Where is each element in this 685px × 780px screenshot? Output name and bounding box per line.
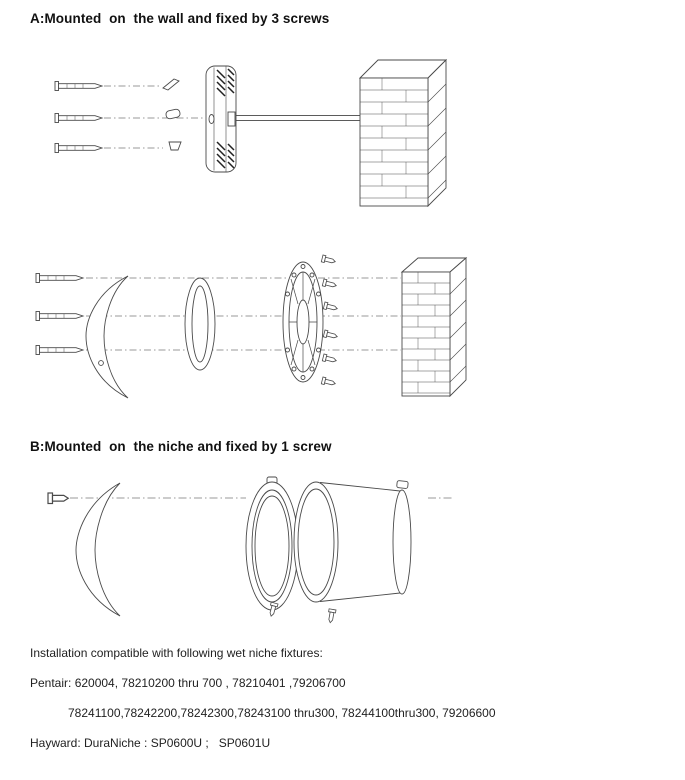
section-a-heading: A:Mounted on the wall and fixed by 3 screws [30,11,330,26]
ring-screw-icon [321,255,338,387]
diagram-a1-wall-mount-side [0,52,685,248]
guide-lines [86,278,401,350]
mounting-screw-icon [36,274,83,283]
mounting-screw-icon [36,312,83,321]
wall-anchor-icon [163,79,179,90]
guide-lines [104,86,203,148]
gasket-icon [185,278,215,370]
niche-body-icon [294,480,411,623]
mounting-screw-icon [55,144,102,153]
light-fixture-side-icon [206,66,236,172]
lens-cover-icon [76,483,120,616]
mounting-rod [233,116,362,121]
mounting-screw-icon [55,114,102,123]
wall-anchor-icon [169,142,181,150]
mounting-screw-icon [36,346,83,355]
brick-wall [360,60,446,206]
diagram-a2-exploded-view [0,246,685,438]
compat-hayward-text: Hayward: DuraNiche : SP0600U ; SP0601U [30,736,271,750]
compat-pentair-continued-text: 78241100,78242200,78242300,78243100 thru300, 78244100thru300, 79206600 [68,706,496,720]
compat-intro-text: Installation compatible with following wet niche fixtures: [30,646,323,660]
niche-screw-icon [48,493,68,504]
diagram-b-niche-mount [0,468,685,638]
mounting-screw-icon [55,82,102,91]
section-b-heading: B:Mounted on the niche and fixed by 1 screw [30,439,332,454]
clamp-ring-icon [283,262,323,382]
niche-clamp-ring-icon [246,477,298,617]
lens-cover-icon [86,276,128,398]
brick-wall [402,258,466,396]
compat-pentair-text: Pentair: 620004, 78210200 thru 700 , 78210401 ,79206700 [30,676,346,690]
